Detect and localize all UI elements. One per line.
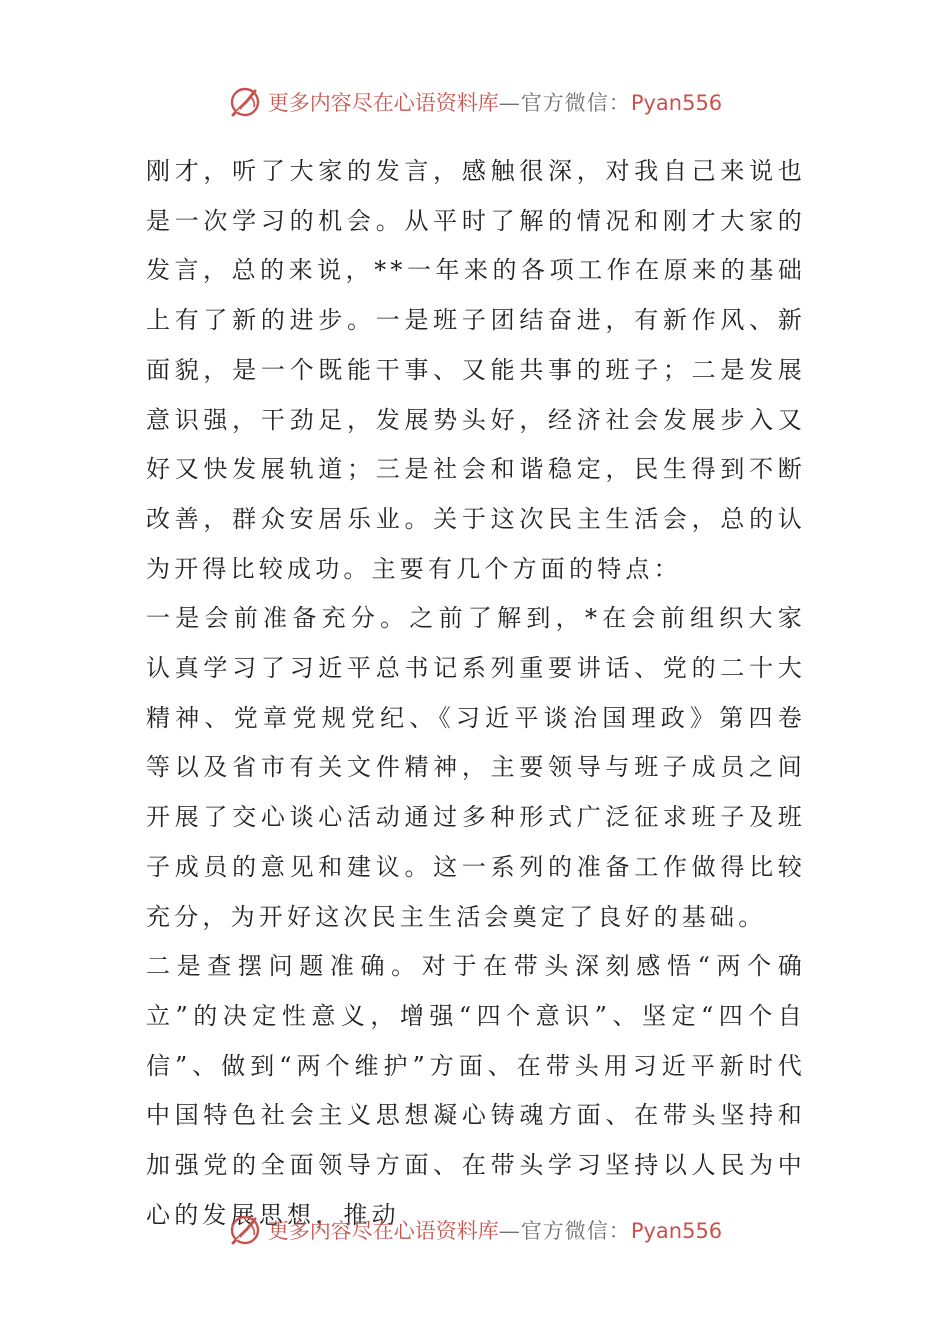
footer-dash: — <box>498 1219 521 1243</box>
document-body <box>146 147 806 1240</box>
header-dash: — <box>498 91 521 115</box>
header-account: Pyan556 <box>630 91 723 115</box>
header-brand: 更多内容尽在心语资料库 <box>267 91 499 115</box>
footer-account: Pyan556 <box>630 1219 723 1243</box>
header-handle-label: 官方微信： <box>520 91 631 115</box>
paragraph-1: 刚才，听了大家的发言，感触很深，对我自己来说也是一次学习的机会。从平时了解的情况和刚才大家的发言，总的来说，**一年来的各项工作在原来的基础上有了新的进步。一是班子团结奋进，有新作风、新面貌，是一个既能干事、又能共事的班子；二是发展意识强，干劲足，发展势头好，经济社会发展步入又好又快发展轨道；三是社会和谐稳定，民生得到不断改善，群众安居乐业。关于这次民主生活会，总的认为开得比较成功。主要有几个方面的特点： <box>146 157 806 583</box>
paragraph-2: 一是会前准备充分。之前了解到，*在会前组织大家认真学习了习近平总书记系列重要讲话、党的二十大精神、党章党规党纪、《习近平谈治国理政》第四卷等以及省市有关文件精神，主要领导与班子成员之间开展了交心谈心活动通过多种形式广泛征求班子及班子成员的意见和建议。这一系列的准备工作做得比较充分，为开好这次民主生活会奠定了良好的基础。 <box>146 604 806 931</box>
paragraph-3: 二是查摆问题准确。对于在带头深刻感悟“两个确立”的决定性意义，增强“四个意识”、坚定“四个自信”、做到“两个维护”方面、在带头用习近平新时代中国特色社会主义思想凝心铸魂方面、在带头坚持和加强党的全面领导方面、在带头学习坚持以人民为中心的发展思想，推动 <box>146 952 806 1229</box>
header-watermark-text <box>268 87 722 117</box>
header-watermark <box>0 82 950 122</box>
footer-watermark-text <box>268 1215 722 1245</box>
footer-watermark <box>0 1210 950 1250</box>
footer-handle-label: 官方微信： <box>520 1219 631 1243</box>
pen-circle-logo-icon <box>228 1213 262 1247</box>
footer-brand: 更多内容尽在心语资料库 <box>267 1219 499 1243</box>
pen-circle-logo-icon <box>228 85 262 119</box>
